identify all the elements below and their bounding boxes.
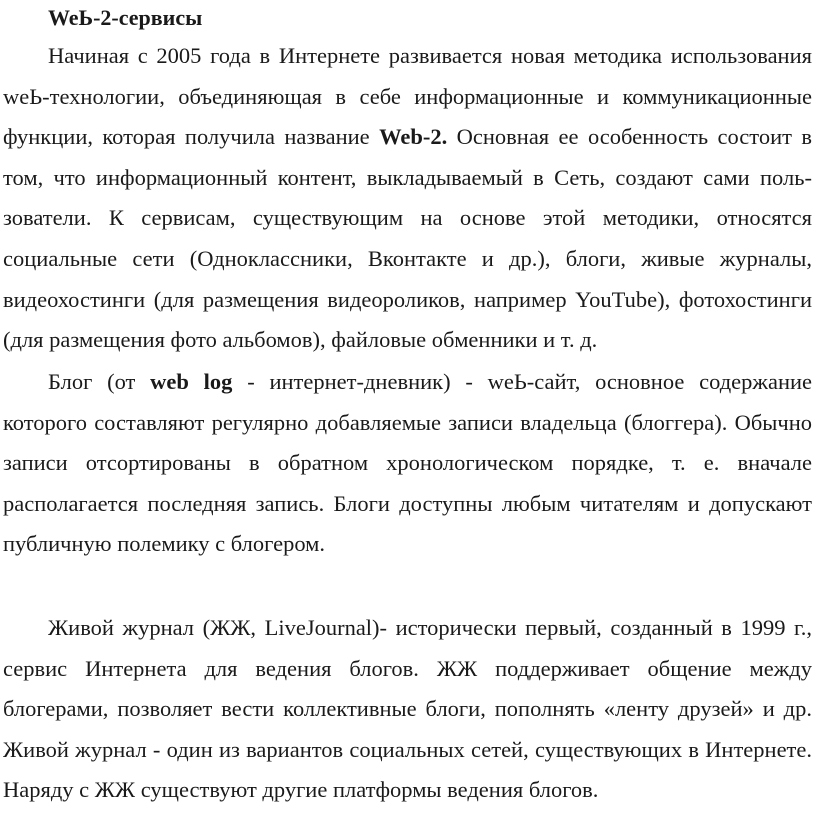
- paragraph-livejournal: [3, 608, 812, 811]
- paragraph-text: Блог (от: [48, 369, 151, 394]
- paragraph-web2-intro: [3, 36, 812, 361]
- paragraph-blog-definition: [3, 362, 812, 565]
- paragraph-text: Живой журнал (ЖЖ, LiveJournal)- исторически первый, созданный в 1999 г., сервис Интернета для ведения блогов. ЖЖ поддерживает общение между блогерами, позволяет вести коллективные блоги, пополнять «ленту друзей» и др. Живой журнал - один из вариантов социальных сетей, существующих в Интернете. Наряду с ЖЖ существуют другие платформы ведения блогов.: [3, 615, 812, 803]
- term-web-log: web log: [150, 369, 233, 394]
- paragraph-text: Начиная с 2005 года в Интернете развивается новая методика использования weЬ-технологии, объединяющая в себе информационные и коммуникационные функции, которая получила название: [3, 43, 812, 150]
- term-web2: Web-2.: [379, 124, 448, 150]
- document-heading: WeЬ-2-сервисы: [48, 5, 203, 30]
- paragraph-text: Основная ее особенность состоит в том, что информационный контент, выкладываемый в Сеть, создают сами пользователи. К сервисам, существующим на основе этой методики, относятся социальные сети (Одноклассники, Вконтакте и др.), блоги, живые журналы, видеохостинги (для размещения видеороликов, например YouTube), фотохостинги (для размещения фото альбомов), файловые обменники и т. д.: [3, 124, 812, 353]
- paragraph-text: - интернет-дневник) - weЬ-сайт, основное содержание которого составляют регулярно добавляемые записи владельца (блоггера). Обычно записи отсортированы в обратном хронологическом порядке, т. е. вначале располагается последняя запись. Блоги доступны любым читателям и допускают публичную полемику с блогером.: [3, 369, 813, 557]
